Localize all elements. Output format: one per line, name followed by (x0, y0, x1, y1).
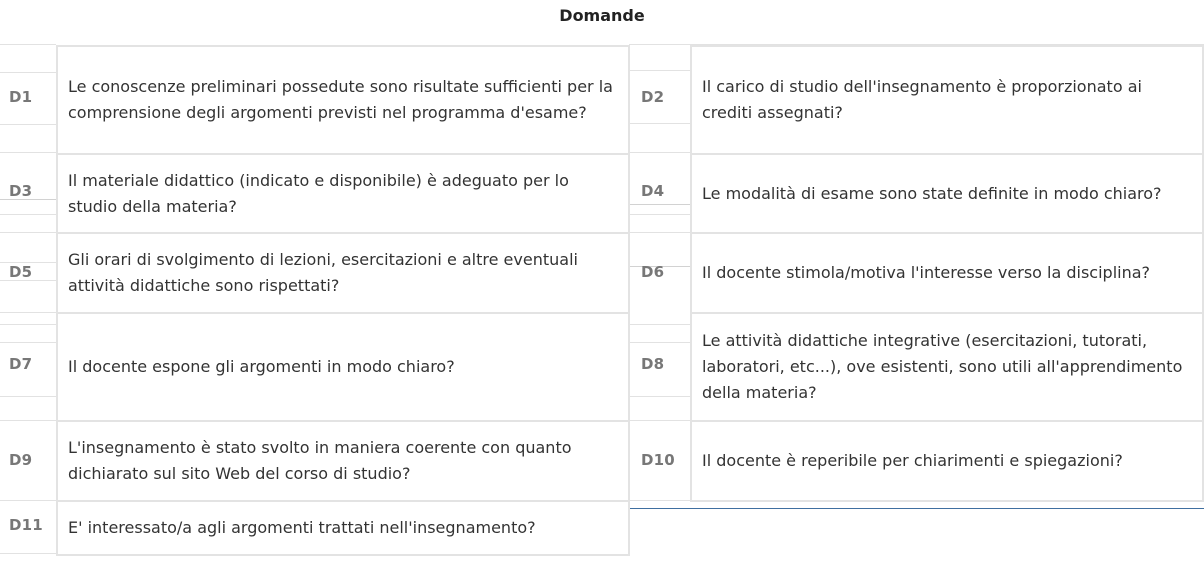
question-text: Le conoscenze preliminari possedute sono risultate sufficienti per la comprensione degli argomenti previsti nel programma d'esame? (68, 77, 613, 122)
question-text: E' interessato/a agli argomenti trattati nell'insegnamento? (68, 518, 536, 537)
question-card (56, 500, 630, 556)
table-rule (629, 204, 690, 205)
table-rule (0, 152, 56, 153)
question-code: D1 (9, 88, 33, 106)
table-rule (0, 396, 56, 397)
question-text: Il docente stimola/motiva l'interesse verso la disciplina? (702, 263, 1151, 282)
question-text: Il materiale didattico (indicato e disponibile) è adeguato per lo studio della materia? (68, 170, 569, 216)
question-code: D8 (641, 355, 665, 373)
question-text: Il carico di studio dell'insegnamento è proporzionato ai crediti assegnati? (702, 77, 1142, 122)
question-card (690, 232, 1204, 314)
table-rule (0, 420, 56, 421)
divider (629, 508, 1204, 509)
question-code: D6 (641, 263, 665, 281)
table-rule (0, 232, 56, 233)
table-rule (0, 324, 56, 325)
question-text: Le modalità di esame sono state definite in modo chiaro? (702, 183, 1162, 203)
question-card (690, 153, 1204, 234)
table-rule (0, 44, 56, 45)
table-rule (0, 72, 56, 73)
table-rule (629, 420, 690, 421)
question-code: D11 (9, 516, 43, 534)
question-card (56, 420, 630, 502)
question-text: L'insegnamento è stato svolto in maniera coerente con quanto dichiarato sul sito Web del corso di studio? (68, 438, 572, 483)
table-rule (0, 500, 56, 501)
table-rule (629, 232, 690, 233)
question-card (690, 312, 1204, 422)
table-rule (0, 124, 56, 125)
table-rule (629, 324, 690, 325)
page-title: Domande (559, 6, 645, 25)
question-code: D5 (9, 263, 33, 281)
question-card (56, 45, 630, 155)
table-rule (629, 44, 690, 45)
question-card (56, 232, 630, 314)
table-rule (629, 70, 690, 71)
question-card (56, 312, 630, 422)
question-text: Il docente espone gli argomenti in modo chiaro? (68, 357, 455, 376)
table-rule (0, 342, 56, 343)
question-code: D9 (9, 451, 33, 469)
table-rule (629, 214, 690, 215)
table-rule (0, 312, 56, 313)
question-text: Le attività didattiche integrative (esercitazioni, tutorati, laboratori, etc...), ove esistenti, sono utili all'apprendimento della materia? (702, 331, 1183, 402)
question-text: Il docente è reperibile per chiarimenti e spiegazioni? (702, 451, 1123, 470)
table-rule (0, 214, 56, 215)
table-rule (629, 342, 690, 343)
question-card (690, 45, 1204, 155)
question-card (56, 153, 630, 234)
question-code: D10 (641, 451, 675, 469)
table-rule (629, 396, 690, 397)
question-code: D2 (641, 88, 665, 106)
question-card (690, 420, 1204, 502)
table-rule (629, 123, 690, 124)
table-rule (629, 152, 690, 153)
question-code: D3 (9, 182, 33, 200)
question-code: D4 (641, 182, 665, 200)
question-code: D7 (9, 355, 33, 373)
table-rule (629, 500, 690, 501)
table-rule (0, 553, 56, 554)
question-text: Gli orari di svolgimento di lezioni, esercitazioni e altre eventuali attività didattiche sono rispettati? (68, 250, 578, 295)
